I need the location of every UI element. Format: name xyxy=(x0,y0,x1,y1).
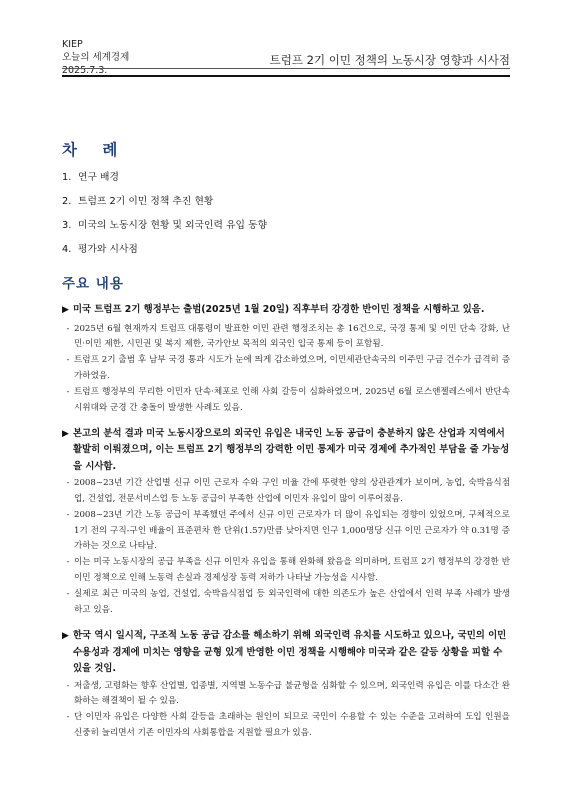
sub-bullet xyxy=(62,476,510,507)
toc-item-label: 트럼프 2기 이민 정책 추진 현황 xyxy=(78,196,214,207)
key-point-section xyxy=(62,628,510,741)
sub-bullet-text: 단 이민자 유입은 다양한 사회 갈등을 초래하는 원인이 되므로 국민이 수용할 수 있는 수준을 고려하여 도입 인원을 신중히 늘리면서 기존 이민자의 사회통합을 지원할 필요가 있음. xyxy=(74,712,510,738)
key-points xyxy=(62,302,510,751)
dash-bullet-icon: - xyxy=(66,712,70,723)
sub-bullet xyxy=(62,555,510,586)
dash-bullet-icon: - xyxy=(66,323,70,334)
table-of-contents xyxy=(62,166,267,262)
sub-bullet xyxy=(62,679,510,710)
header-org-block xyxy=(62,38,129,77)
triangle-bullet-icon: ▶ xyxy=(62,428,69,439)
toc-item-number: 3. xyxy=(62,220,72,231)
toc-item-label: 연구 배경 xyxy=(78,172,119,183)
toc-item xyxy=(62,166,267,190)
toc-item-number: 2. xyxy=(62,196,72,207)
key-point-lead xyxy=(62,426,510,476)
dash-bullet-icon: - xyxy=(66,355,70,366)
toc-item xyxy=(62,238,267,262)
sub-bullet-text: 저출생, 고령화는 향후 산업별, 업종별, 지역별 노동수급 불균형을 심화할 수 있으며, 외국인력 유입은 이를 다소간 완화하는 해결책이 될 수 있음. xyxy=(74,680,510,706)
sub-bullet-text: 이는 미국 노동시장의 공급 부족을 신규 이민자 유입을 통해 완화해 왔음을 의미하며, 트럼프 2기 행정부의 강경한 반이민 정책으로 인해 노동력 손실과 경제성장 동력 저하가 나타날 가능성을 시사함. xyxy=(74,557,510,583)
toc-item xyxy=(62,214,267,238)
toc-item-number: 4. xyxy=(62,244,72,255)
header-divider xyxy=(62,68,510,69)
key-point-lead-text: 한국 역시 일시적, 구조적 노동 공급 감소를 해소하기 위해 외국인력 유치를 시도하고 있으나, 국민의 이민 수용성과 경제에 미치는 영향을 균형 있게 반영한 이민 정책을 시행해야 미국과 같은 갈등 상황을 피할 수 있을 것임. xyxy=(73,630,507,675)
content-top-rule xyxy=(62,75,510,77)
sub-bullet-text: 2008~23년 기간 노동 공급이 부족했던 주에서 신규 이민 근로자가 더 많이 유입되는 경향이 있었으며, 구체적으로 1기 전의 구직-구인 배율이 표준편차 한 단위(1.57)만큼 낮아지면 인구 1,000명당 신규 이민 근로자가 약 0.31명 증가하는 것으로 나타남. xyxy=(74,510,510,552)
dash-bullet-icon: - xyxy=(66,589,70,600)
header-series: 오늘의 세계경제 xyxy=(62,52,130,63)
header-date: 2025.7.3. xyxy=(62,65,108,76)
sub-bullet-text: 실제로 최근 미국의 농업, 건설업, 숙박음식점업 등 외국인력에 대한 의존도가 높은 산업에서 인력 부족 사례가 발생하고 있음. xyxy=(74,589,510,615)
sub-bullet xyxy=(62,385,510,416)
sub-bullet xyxy=(62,587,510,618)
toc-item-label: 미국의 노동시장 현황 및 외국인력 유입 동향 xyxy=(78,220,268,231)
main-section-title: 주요 내용 xyxy=(62,276,124,292)
document-title: 트럼프 2기 이민 정책의 노동시장 영향과 시사점 xyxy=(269,53,510,67)
dash-bullet-icon: - xyxy=(66,557,70,568)
header-org: KIEP xyxy=(62,39,83,50)
toc-item xyxy=(62,190,267,214)
sub-bullet-text: 2008~23년 기간 산업별 신규 이민 근로자 수와 구인 비율 간에 뚜렷한 양의 상관관계가 보이며, 농업, 숙박음식점업, 건설업, 전문서비스업 등 노동 공급이 부족한 산업에 이민자 유입이 많이 이루어졌음. xyxy=(74,478,510,504)
sub-bullet-text: 트럼프 행정부의 무리한 이민자 단속·체포로 인해 사회 갈등이 심화하였으며, 2025년 6월 로스앤젤레스에서 반단속 시위대와 군경 간 충돌이 발생한 사례도 있음. xyxy=(74,387,510,413)
key-point-section xyxy=(62,426,510,618)
sub-bullet xyxy=(62,710,510,741)
key-point-lead xyxy=(62,302,510,319)
key-point-section xyxy=(62,302,510,416)
triangle-bullet-icon: ▶ xyxy=(62,631,69,642)
sub-bullet-text: 트럼프 2기 출범 후 남부 국경 통과 시도가 눈에 띄게 감소하였으며, 이민세관단속국의 이주민 구금 건수가 급격히 증가하였음. xyxy=(74,355,510,381)
dash-bullet-icon: - xyxy=(66,387,70,398)
toc-item-number: 1. xyxy=(62,172,72,183)
key-point-lead xyxy=(62,628,510,678)
sub-bullet xyxy=(62,353,510,384)
dash-bullet-icon: - xyxy=(66,680,70,691)
sub-bullet xyxy=(62,508,510,554)
key-point-lead-text: 본고의 분석 결과 미국 노동시장으로의 외국인 유입은 내국인 노동 공급이 충분하지 않은 산업과 지역에서 활발히 이뤄졌으며, 이는 트럼프 2기 행정부의 강력한 이민 통제가 미국 경제에 추가적인 부담을 줄 가능성을 시사함. xyxy=(73,427,510,472)
toc-title: 차 례 xyxy=(62,141,128,159)
dash-bullet-icon: - xyxy=(66,478,70,489)
sub-bullet-text: 2025년 6월 현재까지 트럼프 대통령이 발표한 이민 관련 행정조치는 총 16건으로, 국경 통제 및 이민 단속 강화, 난민·이민 제한, 시민권 및 복지 제한, 국가안보 목적의 외국인 입국 통제 등이 포함됨. xyxy=(74,323,510,349)
key-point-lead-text: 미국 트럼프 2기 행정부는 출범(2025년 1월 20일) 직후부터 강경한 반이민 정책을 시행하고 있음. xyxy=(73,304,485,315)
dash-bullet-icon: - xyxy=(66,510,70,521)
toc-item-label: 평가와 시사점 xyxy=(78,244,138,255)
triangle-bullet-icon: ▶ xyxy=(62,305,69,315)
sub-bullet xyxy=(62,322,510,353)
